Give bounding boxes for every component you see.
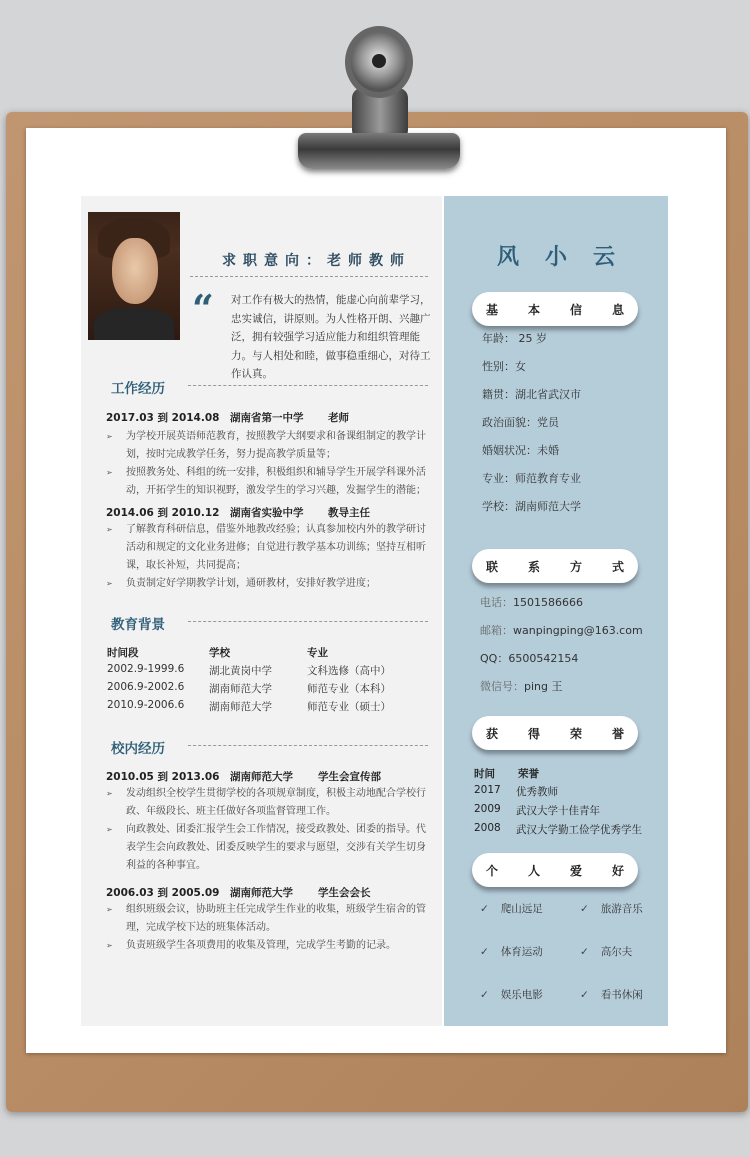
work-entry-head <box>106 410 349 425</box>
check-icon: ✓ <box>580 903 589 915</box>
divider <box>188 385 428 386</box>
basic-school: 学校：湖南师范大学 <box>482 500 581 513</box>
photo-face <box>112 238 158 304</box>
col-school: 学校 <box>209 647 230 659</box>
divider <box>188 621 428 622</box>
campus-entry-head <box>106 769 381 784</box>
campus-entry-head <box>106 885 371 900</box>
work-entry-head <box>106 505 370 520</box>
list-item: ➢ 负责制定好学期教学计划，通研教材，安排好教学进度； <box>106 575 428 593</box>
contact-heading: 联 系 方 式 <box>472 549 638 583</box>
org: 湖南师范大学 <box>230 887 293 899</box>
contact-wechat[interactable]: 微信号：ping 王 <box>480 680 563 693</box>
hobbies-heading: 个 人 爱 好 <box>472 853 638 887</box>
campus-entry-bullets <box>106 785 428 875</box>
list-item: ➢ 发动组织全校学生贯彻学校的各项规章制度，积极主动地配合学校行政、年级段长、班主任做好各项监督管理工作。 <box>106 785 428 821</box>
quote-icon: “ <box>192 286 214 331</box>
list-item: ➢ 负责班级学生各项费用的收集及管理，完成学生考勤的记录。 <box>106 937 428 955</box>
basic-gender: 性别：女 <box>482 360 526 373</box>
check-icon: ✓ <box>480 989 489 1001</box>
clip-hole <box>372 54 386 68</box>
col-time: 时间段 <box>107 647 139 659</box>
education-heading: 教育背景 <box>111 617 165 633</box>
check-icon: ✓ <box>580 989 589 1001</box>
basic-info-heading: 基 本 信 息 <box>472 292 638 326</box>
campus-heading: 校内经历 <box>111 741 165 757</box>
hobby-item: ✓ 高尔夫 <box>580 946 633 958</box>
org: 湖南师范大学 <box>230 771 293 783</box>
period: 2017.03 到 2014.08 <box>106 412 220 424</box>
list-item: ➢ 向政教处、团委汇报学生会工作情况，接受政教处、团委的指导。代表学生会向政教处、团委反映学生的要求与愿望，交涉有关学生切身利益的各种事宜。 <box>106 821 428 875</box>
basic-marital: 婚姻状况：未婚 <box>482 444 559 457</box>
hobby-item: ✓ 体育运动 <box>480 946 543 958</box>
person-name: 风小云 <box>496 245 641 270</box>
list-item: ➢ 为学校开展英语师范教育，按照教学大纲要求和备课组制定的教学计划，按时完成教学任务，努力提高教学质量等； <box>106 428 428 464</box>
basic-major: 专业：师范教育专业 <box>482 472 581 485</box>
role: 教导主任 <box>328 507 370 519</box>
bullet-arrow-icon: ➢ <box>106 941 113 950</box>
honors-heading: 获 得 荣 誉 <box>472 716 638 750</box>
hobby-item: ✓ 娱乐电影 <box>480 989 543 1001</box>
basic-political: 政治面貌：党员 <box>482 416 559 429</box>
role: 老师 <box>328 412 349 424</box>
bullet-arrow-icon: ➢ <box>106 579 113 588</box>
period: 2010.05 到 2013.06 <box>106 771 220 783</box>
bullet-arrow-icon: ➢ <box>106 525 113 534</box>
bullet-arrow-icon: ➢ <box>106 468 113 477</box>
period: 2014.06 到 2010.12 <box>106 507 220 519</box>
work-entry-bullets <box>106 521 428 593</box>
clip-base <box>298 133 460 169</box>
bullet-arrow-icon: ➢ <box>106 789 113 798</box>
contact-phone[interactable]: 电话：1501586666 <box>480 596 583 609</box>
divider <box>190 276 428 277</box>
check-icon: ✓ <box>480 903 489 915</box>
hobby-item: ✓ 旅游音乐 <box>580 903 643 915</box>
check-icon: ✓ <box>480 946 489 958</box>
contact-email[interactable]: 邮箱：wanpingping@163.com <box>480 624 643 637</box>
divider <box>188 745 428 746</box>
period: 2006.03 到 2005.09 <box>106 887 220 899</box>
profile-photo <box>88 212 180 340</box>
role: 学生会会长 <box>318 887 371 899</box>
work-heading: 工作经历 <box>111 381 165 397</box>
list-item: ➢ 按照教务处、科组的统一安排，积极组织和辅导学生开展学科课外活动，开拓学生的知识视野，激发学生的学习兴趣，发掘学生的潜能； <box>106 464 428 500</box>
hobby-item: ✓ 看书休闲 <box>580 989 643 1001</box>
bullet-arrow-icon: ➢ <box>106 432 113 441</box>
contact-qq[interactable]: QQ：6500542154 <box>480 652 579 665</box>
org: 湖南省实验中学 <box>230 507 304 519</box>
self-intro: 对工作有极大的热情，能虚心向前辈学习，忠实诚信，讲原则。为人性格开朗、兴趣广泛，拥有较强学习适应能力和组织管理能力。与人相处和睦，做事稳重细心，对待工作认真。 <box>231 294 431 380</box>
list-item: ➢ 了解教育科研信息，借鉴外地教改经验；认真参加校内外的教学研讨活动和规定的文化业务进修；自觉进行教学基本功训练；坚持互相听课，取长补短，共同提高； <box>106 521 428 575</box>
list-item: ➢ 组织班级会议，协助班主任完成学生作业的收集，班级学生宿舍的管理，完成学校下达的班集体活动。 <box>106 901 428 937</box>
basic-age: 年龄： 25 岁 <box>482 332 547 345</box>
check-icon: ✓ <box>580 946 589 958</box>
hobby-item: ✓ 爬山远足 <box>480 903 543 915</box>
photo-body <box>94 308 174 340</box>
work-entry-bullets <box>106 428 428 500</box>
org: 湖南省第一中学 <box>230 412 304 424</box>
basic-hometown: 籍贯：湖北省武汉市 <box>482 388 581 401</box>
bullet-arrow-icon: ➢ <box>106 905 113 914</box>
role: 学生会宣传部 <box>318 771 381 783</box>
job-intent-title: 求职意向：老师教师 <box>222 253 411 269</box>
col-major: 专业 <box>307 647 328 659</box>
campus-entry-bullets <box>106 901 428 955</box>
bullet-arrow-icon: ➢ <box>106 825 113 834</box>
